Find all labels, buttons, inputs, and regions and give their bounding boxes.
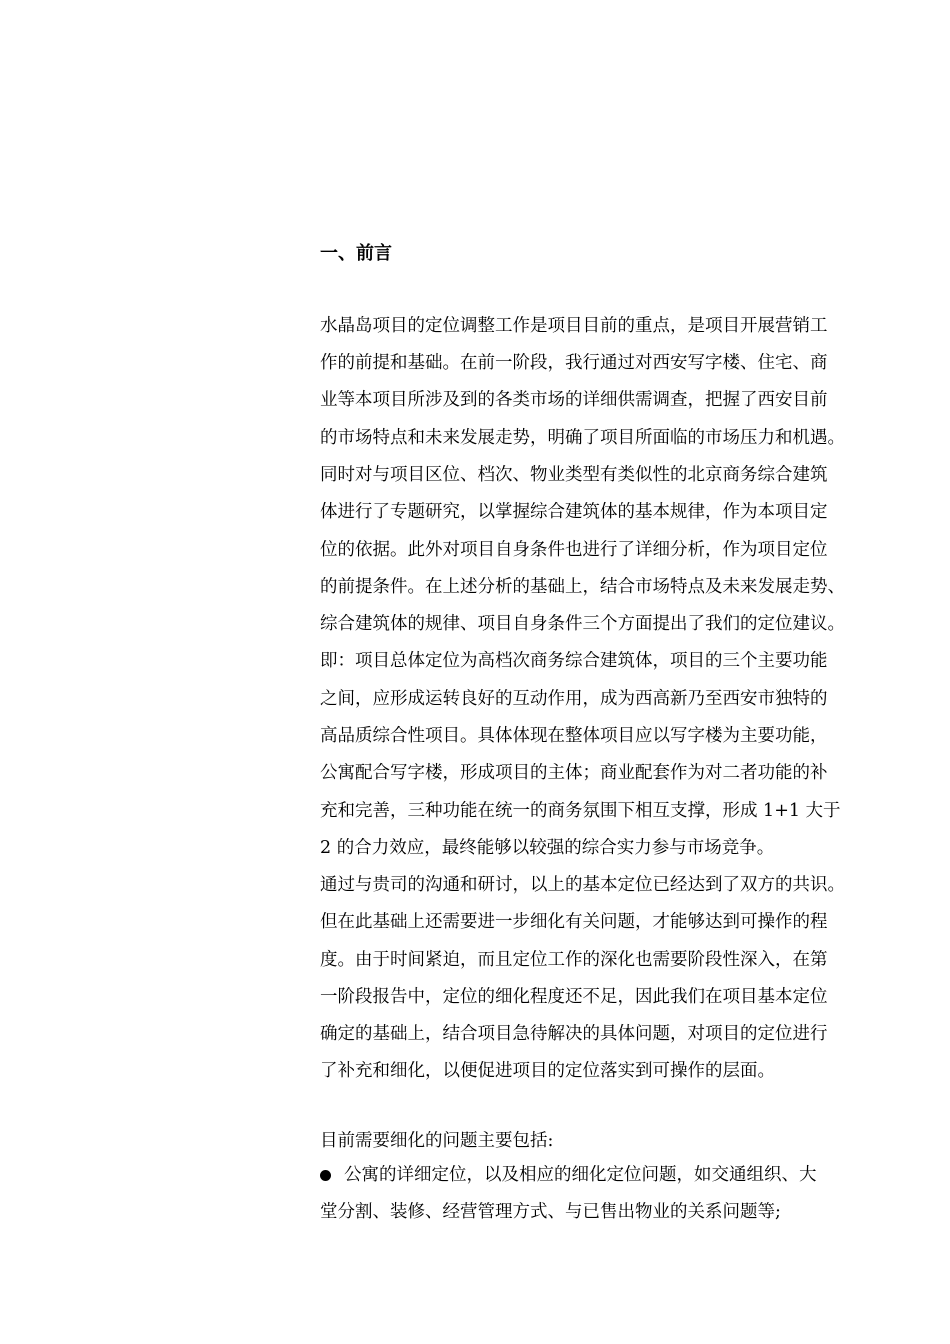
paragraph-line: 即：项目总体定位为高档次商务综合建筑体，项目的三个主要功能: [320, 651, 828, 671]
paragraph-line: 综合建筑体的规律、项目自身条件三个方面提出了我们的定位建议。: [320, 614, 845, 634]
paragraph-line: 但在此基础上还需要进一步细化有关问题，才能够达到可操作的程: [320, 912, 828, 932]
paragraph-line: 了补充和细化，以便促进项目的定位落实到可操作的层面。: [320, 1061, 775, 1081]
paragraph-line: 公寓配合写字楼，形成项目的主体；商业配套作为对二者功能的补: [320, 763, 828, 783]
paragraph-line: 的前提条件。在上述分析的基础上，结合市场特点及未来发展走势、: [320, 577, 845, 597]
bullet-item-line: 公寓的详细定位，以及相应的细化定位问题，如交通组织、大: [344, 1165, 817, 1185]
bullet-item-line: 堂分割、装修、经营管理方式、与已售出物业的关系问题等;: [320, 1202, 781, 1222]
paragraph-line: 位的依据。此外对项目自身条件也进行了详细分析，作为项目定位: [320, 540, 828, 560]
paragraph-line: 的市场特点和未来发展走势，明确了项目所面临的市场压力和机遇。: [320, 428, 845, 448]
issues-intro: 目前需要细化的问题主要包括:: [320, 1131, 554, 1151]
bullet-dot-icon: [320, 1170, 331, 1181]
paragraph-line: 水晶岛项目的定位调整工作是项目目前的重点，是项目开展营销工: [320, 316, 828, 336]
paragraph-line: 一阶段报告中，定位的细化程度还不足，因此我们在项目基本定位: [320, 987, 828, 1007]
paragraph-line: 业等本项目所涉及到的各类市场的详细供需调查，把握了西安目前: [320, 390, 828, 410]
paragraph-line: 作的前提和基础。在前一阶段，我行通过对西安写字楼、住宅、商: [320, 353, 828, 373]
paragraph-line: 同时对与项目区位、档次、物业类型有类似性的北京商务综合建筑: [320, 465, 828, 485]
paragraph-line: 确定的基础上，结合项目急待解决的具体问题，对项目的定位进行: [320, 1024, 828, 1044]
paragraph-line: 度。由于时间紧迫，而且定位工作的深化也需要阶段性深入，在第: [320, 950, 828, 970]
paragraph-line: 之间，应形成运转良好的互动作用，成为西高新乃至西安市独特的: [320, 689, 828, 709]
paragraph-line: 充和完善，三种功能在统一的商务氛围下相互支撑，形成 1+1 大于: [320, 801, 841, 821]
paragraph-line: 体进行了专题研究，以掌握综合建筑体的基本规律，作为本项目定: [320, 502, 828, 522]
paragraph-line: 通过与贵司的沟通和研讨，以上的基本定位已经达到了双方的共识。: [320, 875, 845, 895]
paragraph-line: 2 的合力效应，最终能够以较强的综合实力参与市场竞争。: [320, 838, 775, 858]
paragraph-line: 高品质综合性项目。具体体现在整体项目应以写字楼为主要功能，: [320, 726, 828, 746]
section-heading: 一、前言: [320, 243, 392, 264]
